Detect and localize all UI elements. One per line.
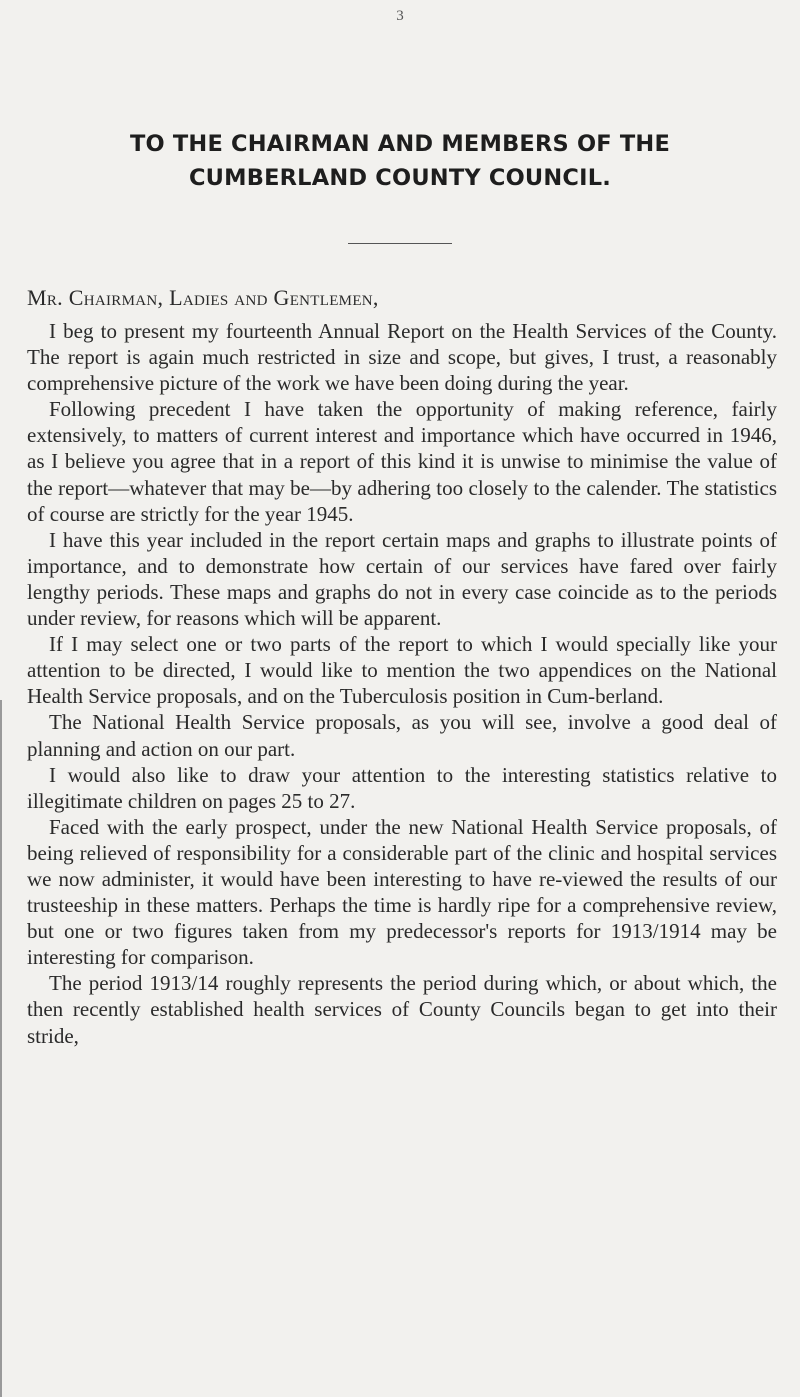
paragraph-5: The National Health Service proposals, as you will see, involve a good deal of planning and action on our part. [27,710,777,761]
paragraph-3: I have this year included in the report certain maps and graphs to illustrate points of importance, and to demonstrate how certain of our services have fared over fairly lengthy periods. These maps and graphs do not in every case coincide as to the periods under review, for reasons which will be apparent. [27,527,777,631]
binding-edge-shadow [0,700,2,1397]
salutation: Mr. Chairman, Ladies and Gentlemen, [27,285,379,310]
title-divider [348,243,452,244]
paragraph-1: I beg to present my fourteenth Annual Report on the Health Services of the County. The report is again much restricted in size and scope, but gives, I trust, a reasonably comprehensive picture of the work we have been doing during the year. [27,319,777,396]
paragraph-6: I would also like to draw your attention to the interesting statistics relative to illegitimate children on pages 25 to 27. [27,762,777,813]
paragraph-8: The period 1913/14 roughly represents the period during which, or about which, the then recently established health services of County Councils began to get into their stride, [27,971,777,1048]
title-line-1: TO THE CHAIRMAN AND MEMBERS OF THE [129,131,671,157]
page-number: 3 [396,8,404,24]
paragraph-2: Following precedent I have taken the opportunity of making reference, fairly extensively, to matters of current interest and importance which have occurred in 1946, as I believe you agree that in a report of this kind it is unwise to minimise the value of the report—whatever that may be—by adhering too closely to the calender. The statistics of course are strictly for the year 1945. [27,397,777,526]
paragraph-7: Faced with the early prospect, under the new National Health Service proposals, of being relieved of responsibility for a considerable part of the clinic and hospital services we now administer, it would have been interesting to have re-viewed the results of our trusteeship in these matters. Perhaps the time is hardly ripe for a comprehensive review, but one or two figures taken from my predecessor's reports for 1913/1914 may be interesting for comparison. [27,814,777,970]
report-body [27,318,777,1049]
paragraph-4: If I may select one or two parts of the report to which I would specially like your attention to be directed, I would like to mention the two appendices on the National Health Service proposals, and on the Tuberculosis position in Cum-berland. [27,632,777,709]
title-line-2: CUMBERLAND COUNTY COUNCIL. [188,165,612,191]
